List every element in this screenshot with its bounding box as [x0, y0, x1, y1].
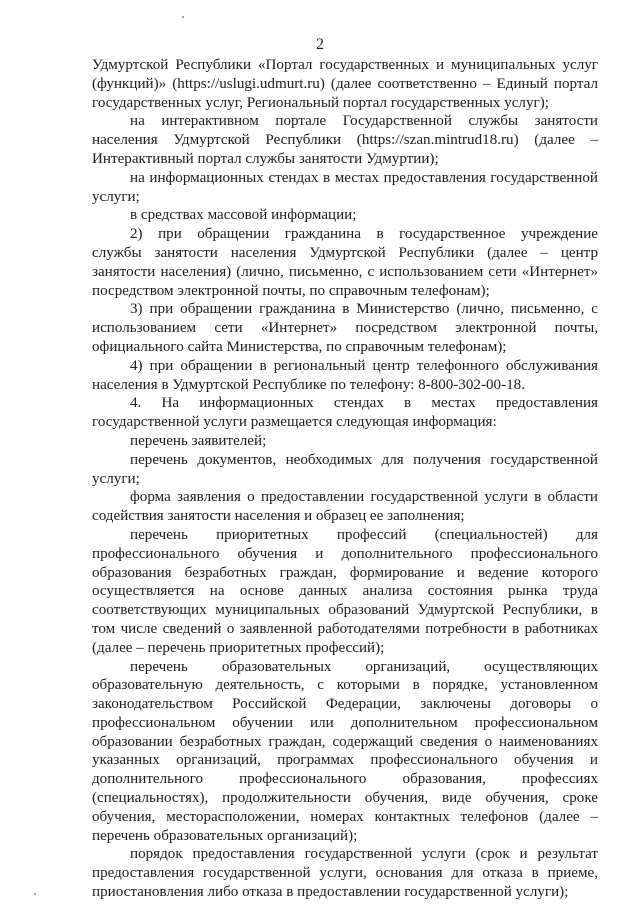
paragraph-line: 3) при обращении гражданина в Министерство (лично, письменно, с	[130, 301, 598, 318]
paragraph-line: перечень приоритетных профессий (специальностей) для	[130, 526, 598, 543]
paragraph	[92, 394, 598, 432]
paragraph-line: населения в Удмуртской Республике по телефону: 8-800-302-00-18.	[92, 376, 525, 393]
paragraph	[92, 112, 598, 168]
paragraph	[92, 169, 598, 207]
paragraph-line: законодательством Российской Федерации, заключены договоры о	[92, 696, 598, 713]
paragraph-line: услуги;	[92, 188, 140, 205]
paragraph-line: государственной услуги размещается следующая информация:	[92, 414, 497, 431]
paragraph-line: перечень образовательных организаций);	[92, 827, 358, 844]
paragraph-line: услуги;	[92, 470, 140, 487]
paragraph-line: указанных организаций, программах профессионального обучения и	[92, 752, 598, 769]
paragraph	[92, 432, 598, 451]
paragraph-line: образовательную деятельность, с которыми в порядке, установленном	[92, 677, 598, 694]
paragraph-line: перечень заявителей;	[130, 432, 267, 449]
paragraph-line: населения Удмуртской Республики (https://szan.mintrud18.ru) (далее –	[92, 132, 598, 149]
paragraph-line: (специальностях), продолжительности обучения, виде обучения, сроке	[92, 790, 598, 807]
paragraph-line: приостановления либо отказа в предоставлении государственной услуги);	[92, 884, 569, 901]
paragraph-line: государственных услуг, Региональный портал государственных услуг);	[92, 94, 549, 111]
paragraph	[92, 658, 598, 846]
paragraph-line: перечень документов, необходимых для получения государственной	[130, 451, 598, 468]
paragraph	[92, 225, 598, 300]
paragraph-line: профессиональном обучении или дополнительном профессиональном	[92, 714, 598, 731]
document-body	[92, 56, 598, 902]
paragraph	[92, 526, 598, 658]
paragraph-line: официального сайта Министерства, по справочным телефонам);	[92, 338, 507, 355]
paragraph-line: использованием сети «Интернет» посредством электронной почты,	[92, 320, 598, 337]
paragraph	[92, 488, 598, 526]
paragraph-line: (далее – перечень приоритетных профессий);	[92, 639, 385, 656]
paragraph-line: перечень образовательных организаций, осуществляющих	[130, 658, 598, 675]
paragraph-line: профессионального обучения и дополнительного профессионального	[92, 545, 598, 562]
paragraph-line: занятости населения) (лично, письменно, с использованием сети «Интернет»	[92, 263, 598, 280]
paragraph	[92, 845, 598, 901]
paragraph-line: Удмуртской Республики «Портал государственных и муниципальных услуг	[92, 57, 598, 73]
paragraph	[92, 300, 598, 356]
paragraph-line: в средствах массовой информации;	[130, 207, 357, 224]
paragraph-line: осуществляется на основе данных анализа состояния рынка труда	[92, 583, 598, 600]
paragraph-line: 4. На информационных стендах в местах предоставления	[130, 395, 598, 412]
paragraph-line: на интерактивном портале Государственной службы занятости	[130, 113, 598, 130]
paragraph	[92, 451, 598, 489]
paragraph-line: обучения, месторасположении, номерах контактных телефонов (далее –	[92, 808, 598, 825]
paragraph-line: том числе сведений о заявленной работодателями потребности в работниках	[92, 620, 598, 637]
paragraph-line: порядок предоставления государственной услуги (срок и результат	[130, 846, 598, 863]
page-number: 2	[316, 36, 324, 53]
paragraph-line: (функций)» (https://uslugi.udmurt.ru) (далее соответственно – Единый портал	[92, 75, 598, 92]
paragraph-line: форма заявления о предоставлении государственной услуги в области	[130, 489, 598, 506]
paragraph-line: 2) при обращении гражданина в государственное учреждение	[130, 226, 598, 243]
paragraph-line: посредством электронной почты, по справочным телефонам);	[92, 282, 490, 299]
paragraph-line: службы занятости населения Удмуртской Республики (далее – центр	[92, 244, 598, 261]
paragraph-line: образовании безработных граждан, содержащий сведения о наименованиях	[92, 733, 598, 750]
paragraph-line: на информационных стендах в местах предоставления государственной	[130, 169, 598, 186]
paragraph-line: содействия занятости населения и образец ее заполнения;	[92, 508, 465, 525]
paragraph	[92, 357, 598, 395]
paragraph-line: предоставления государственной услуги, основания для отказа в приеме,	[92, 865, 598, 882]
paragraph-line: Интерактивный портал службы занятости Удмуртии);	[92, 150, 439, 167]
paragraph-line: 4) при обращении в региональный центр телефонного обслуживания	[130, 357, 598, 374]
paragraph-line: дополнительного профессионального образования, профессиях	[92, 771, 598, 788]
paragraph-line: соответствующих муниципальных образований Удмуртской Республики, в	[92, 602, 598, 619]
paragraph-line: образования безработных граждан, формирование и ведение которого	[92, 564, 598, 581]
scan-speck	[182, 16, 184, 18]
scan-speck	[34, 893, 36, 895]
paragraph	[92, 56, 598, 112]
paragraph	[92, 206, 598, 225]
